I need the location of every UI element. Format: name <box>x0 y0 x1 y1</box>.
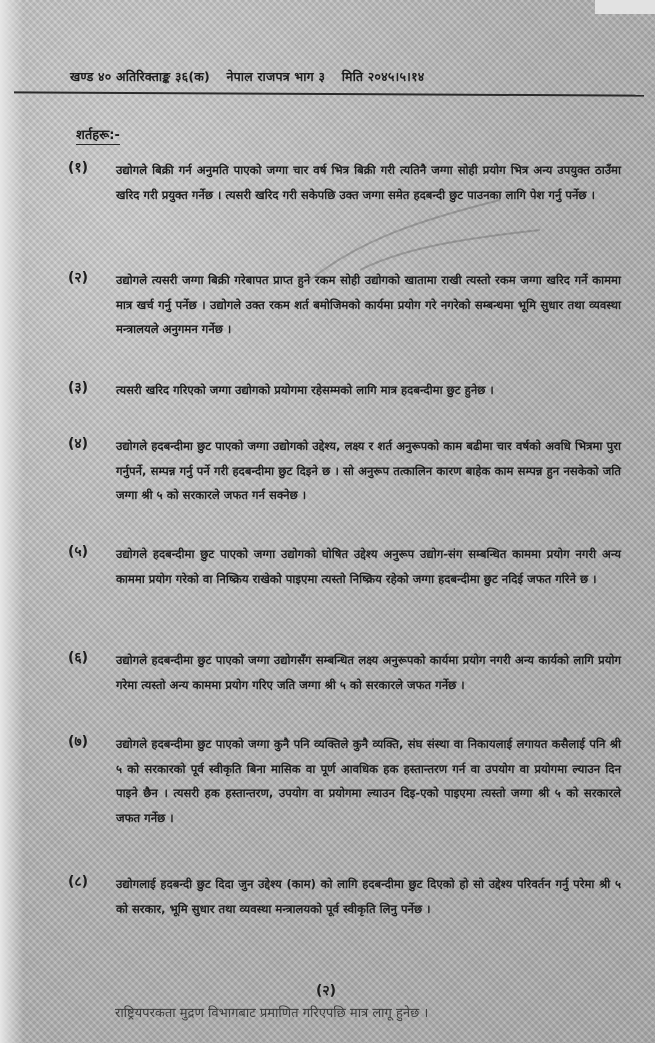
clause-text: उद्योगले हदबन्दीमा छुट पाएको जग्गा उद्योगको घोषित उद्देश्य अनुरूप उद्योग-संग सम्बन्धित काममा प्रयोग नगरी अन्य काममा प्रयोग गरेको वा निष्क्रिय राखेको पाइएमा त्यस्तो निष्क्रिय रहेको जग्गा हदबन्दीमा छुट नदिई जफत गरिने छ । <box>116 547 621 586</box>
header-gazette-title: नेपाल राजपत्र भाग ३ <box>226 69 326 84</box>
page-number: (२) <box>316 983 337 999</box>
gazette-header <box>70 68 630 85</box>
clause-number: (८) <box>68 874 89 890</box>
header-date: मिति २०४५।५।१४ <box>341 69 425 84</box>
clause-number: (५) <box>68 544 89 560</box>
clause-number: (१) <box>68 160 89 176</box>
clause-text: उद्योगले हदबन्दीमा छुट पाएको जग्गा उद्योगसँग सम्बन्धित लक्ष्य अनुरूपको कार्यमा प्रयोग नगरी अन्य कार्यको लागि प्रयोग गरेमा त्यस्तो अन्य काममा प्रयोग गरिए जति जग्गा श्री ५ को सरकारले जफत गर्नेछ । <box>116 653 621 692</box>
clause-text: उद्योगले हदबन्दीमा छुट पाएको जग्गा उद्योगको उद्देश्य, लक्ष्य र शर्त अनुरूपको काम बढीमा चार वर्षको अवधि भित्रमा पुरा गर्नुपर्ने, सम्पन्न गर्नु पर्ने गरी हदबन्दीमा छुट दिइने छ । सो अनुरूप तत्कालिन कारण बाहेक काम सम्पन्न हुन नसकेको जति जग्गा श्री ५ को सरकारले जफत गर्न सक्नेछ । <box>116 439 621 502</box>
paper-corner <box>595 0 655 14</box>
clause-text: त्यसरी खरिद गरिएको जग्गा उद्योगको प्रयोगमा रहेसम्मको लागि मात्र हदबन्दीमा छुट हुनेछ । <box>116 383 494 397</box>
clause-text: उद्योगले बिक्री गर्न अनुमति पाएको जग्गा चार वर्ष भित्र बिक्री गरी त्यतिनै जग्गा सोही प्रयोग भित्र अन्य उपयुक्त ठाउँमा खरिद गरी प्रयुक्त गर्नेछ । त्यसरी खरिद गरी सकेपछि उक्त जग्गा समेत हदबन्दी छुट पाउनका लागि पेश गर्नु पर्नेछ । <box>116 163 621 202</box>
header-rule <box>14 91 644 96</box>
clause-text: उद्योगलाई हदबन्दी छुट दिदा जुन उद्देश्य (काम) को लागि हदबन्दीमा छुट दिएको हो सो उद्देश्य परिवर्तन गर्नु परेमा श्री ५ को सरकार, भूमि सुधार तथा व्यवस्था मन्त्रालयको पूर्व स्वीकृति लिनु पर्नेछ । <box>116 877 621 916</box>
paper-edge <box>0 0 24 1043</box>
header-volume: खण्ड ४० अतिरिक्ताङ्क ३६(क) <box>70 69 210 84</box>
footer-note: राष्ट्रियपरकता मुद्रण विभागबाट प्रमाणित गरिएपछि मात्र लागू हुनेछ । <box>115 1006 429 1021</box>
clause-number: (७) <box>68 734 89 750</box>
clause-text: उद्योगले हदबन्दीमा छुट पाएको जग्गा कुनै पनि व्यक्तिले कुनै व्यक्ति, संघ संस्था वा निकायलाई लगायत कसैलाई पनि श्री ५ को सरकारको पूर्व स्वीकृति बिना मासिक वा पूर्ण आवधिक हक हस्तान्तरण गर्न वा उपयोग वा प्रयोगमा ल्याउन दिन पाइने छैन । त्यसरी हक हस्तान्तरण, उपयोग वा प्रयोगमा ल्याउन दिइ-एको पाइएमा त्यस्तो जग्गा श्री ५ को सरकारले जफत गर्नेछ । <box>116 737 621 825</box>
clause-number: (४) <box>68 436 89 452</box>
clause-number: (३) <box>68 380 89 396</box>
clause-number: (६) <box>68 650 89 666</box>
conditions-heading: शर्तहरू:- <box>76 125 120 145</box>
clause-text: उद्योगले त्यसरी जग्गा बिक्री गरेबापत प्राप्त हुने रकम सोही उद्योगको खातामा राखी त्यस्तो रकम जग्गा खरिद गर्ने काममा मात्र खर्च गर्नु पर्नेछ । उद्योगले उक्त रकम शर्त बमोजिमको कार्यमा प्रयोग गरे नगरेको सम्बन्धमा भूमि सुधार तथा व्यवस्था मन्त्रालयले अनुगमन गर्नेछ । <box>116 273 621 336</box>
clause-number: (२) <box>68 270 89 286</box>
